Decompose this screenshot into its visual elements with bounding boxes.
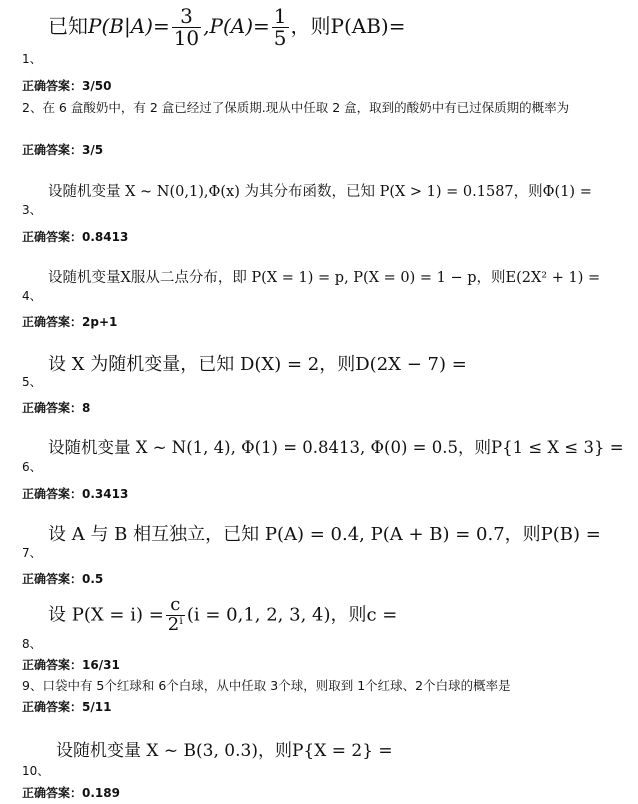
q8-expr-a: 设 P(X = i) = — [48, 604, 164, 626]
answer-value: 3/50 — [82, 79, 112, 93]
question-5-formula: 设 X 为随机变量，已知 D(X) = 2，则D(2X − 7) = — [48, 354, 467, 375]
q1-frac2-den: 5 — [273, 26, 287, 50]
answer-line-8 — [22, 656, 120, 673]
answer-value: 2p+1 — [82, 315, 118, 329]
q1-frac1-num: 3 — [180, 4, 193, 28]
answer-label: 正确答案： — [22, 230, 83, 244]
question-text: 口袋中有 5个红球和 6个白球，从中任取 3个球，则取到 1个红球、2个白球的概率是 — [42, 678, 511, 693]
answer-value: 5/11 — [82, 700, 112, 714]
answer-label: 正确答案： — [22, 401, 83, 415]
q1-fraction-1 — [172, 6, 201, 49]
answer-label: 正确答案： — [22, 79, 83, 93]
q1-expr-a: P(B|A)= — [88, 14, 170, 38]
question-8-formula — [48, 596, 397, 635]
question-4-formula: 设随机变量X服从二点分布，即 P(X = 1) = p, P(X = 0) = 1 − p，则E(2X² + 1) = — [48, 270, 601, 286]
q1-expr-c: ，则P(AB)= — [290, 14, 406, 38]
question-6-formula: 设随机变量 X ~ N(1, 4), Φ(1) = 0.8413, Φ(0) = 0.5，则P{1 ≤ X ≤ 3} = — [48, 438, 624, 457]
answer-value: 0.8413 — [82, 230, 129, 244]
question-number: 4、 — [22, 289, 42, 303]
answer-label: 正确答案： — [22, 487, 83, 501]
question-number: 2、 — [22, 100, 43, 115]
question-1-formula — [48, 6, 405, 49]
question-number: 1、 — [22, 52, 42, 66]
question-text: 在 6 盒酸奶中，有 2 盒已经过了保质期.现从中任取 2 盒，取到的酸奶中有已过保质期的概率为 — [42, 100, 570, 115]
answer-value: 16/31 — [82, 658, 120, 672]
question-number: 3、 — [22, 203, 42, 217]
q8-expr-b: (i = 0,1, 2, 3, 4)，则c = — [186, 604, 398, 626]
answer-label: 正确答案： — [22, 786, 83, 800]
answer-value: 3/5 — [82, 143, 104, 157]
q1-frac2-num: 1 — [273, 4, 287, 28]
answer-label: 正确答案： — [22, 315, 83, 329]
question-3-formula: 设随机变量 X ~ N(0,1),Φ(x) 为其分布函数，已知 P(X > 1) = 0.1587，则Φ(1) = — [48, 184, 592, 200]
question-number: 7、 — [22, 546, 42, 560]
question-number: 8、 — [22, 637, 42, 651]
question-10-formula: 设随机变量 X ~ B(3, 0.3)，则P{X = 2} = — [56, 741, 393, 761]
answer-line-2 — [22, 141, 103, 158]
question-9-text — [22, 676, 622, 695]
question-7-formula: 设 A 与 B 相互独立，已知 P(A) = 0.4, P(A + B) = 0.7，则P(B) = — [48, 524, 601, 545]
q1-frac1-den: 10 — [173, 26, 200, 50]
answer-line-9 — [22, 698, 111, 715]
q8-fraction — [166, 596, 185, 635]
answer-line-4 — [22, 313, 117, 330]
question-number: 5、 — [22, 375, 42, 389]
question-number: 9、 — [22, 678, 43, 693]
question-number: 6、 — [22, 460, 42, 474]
question-number: 10、 — [22, 764, 50, 778]
answer-line-7 — [22, 570, 103, 587]
question-2-text — [22, 98, 622, 117]
answer-label: 正确答案： — [22, 658, 83, 672]
q8-frac-num: c — [170, 594, 181, 615]
answer-label: 正确答案： — [22, 572, 83, 586]
answer-value: 0.189 — [82, 786, 120, 800]
q1-fraction-2 — [272, 6, 289, 49]
answer-line-1 — [22, 77, 111, 94]
answer-line-10 — [22, 784, 120, 801]
q1-prefix: 已知 — [48, 14, 88, 38]
q8-frac-den: 2ⁱ — [167, 613, 183, 635]
answer-value: 0.3413 — [82, 487, 129, 501]
q1-expr-b: ,P(A)= — [203, 14, 270, 38]
answer-line-3 — [22, 228, 128, 245]
answer-value: 8 — [82, 401, 91, 415]
answer-line-5 — [22, 399, 90, 416]
answer-label: 正确答案： — [22, 700, 83, 714]
answer-value: 0.5 — [82, 572, 104, 586]
answer-line-6 — [22, 485, 128, 502]
answer-label: 正确答案： — [22, 143, 83, 157]
